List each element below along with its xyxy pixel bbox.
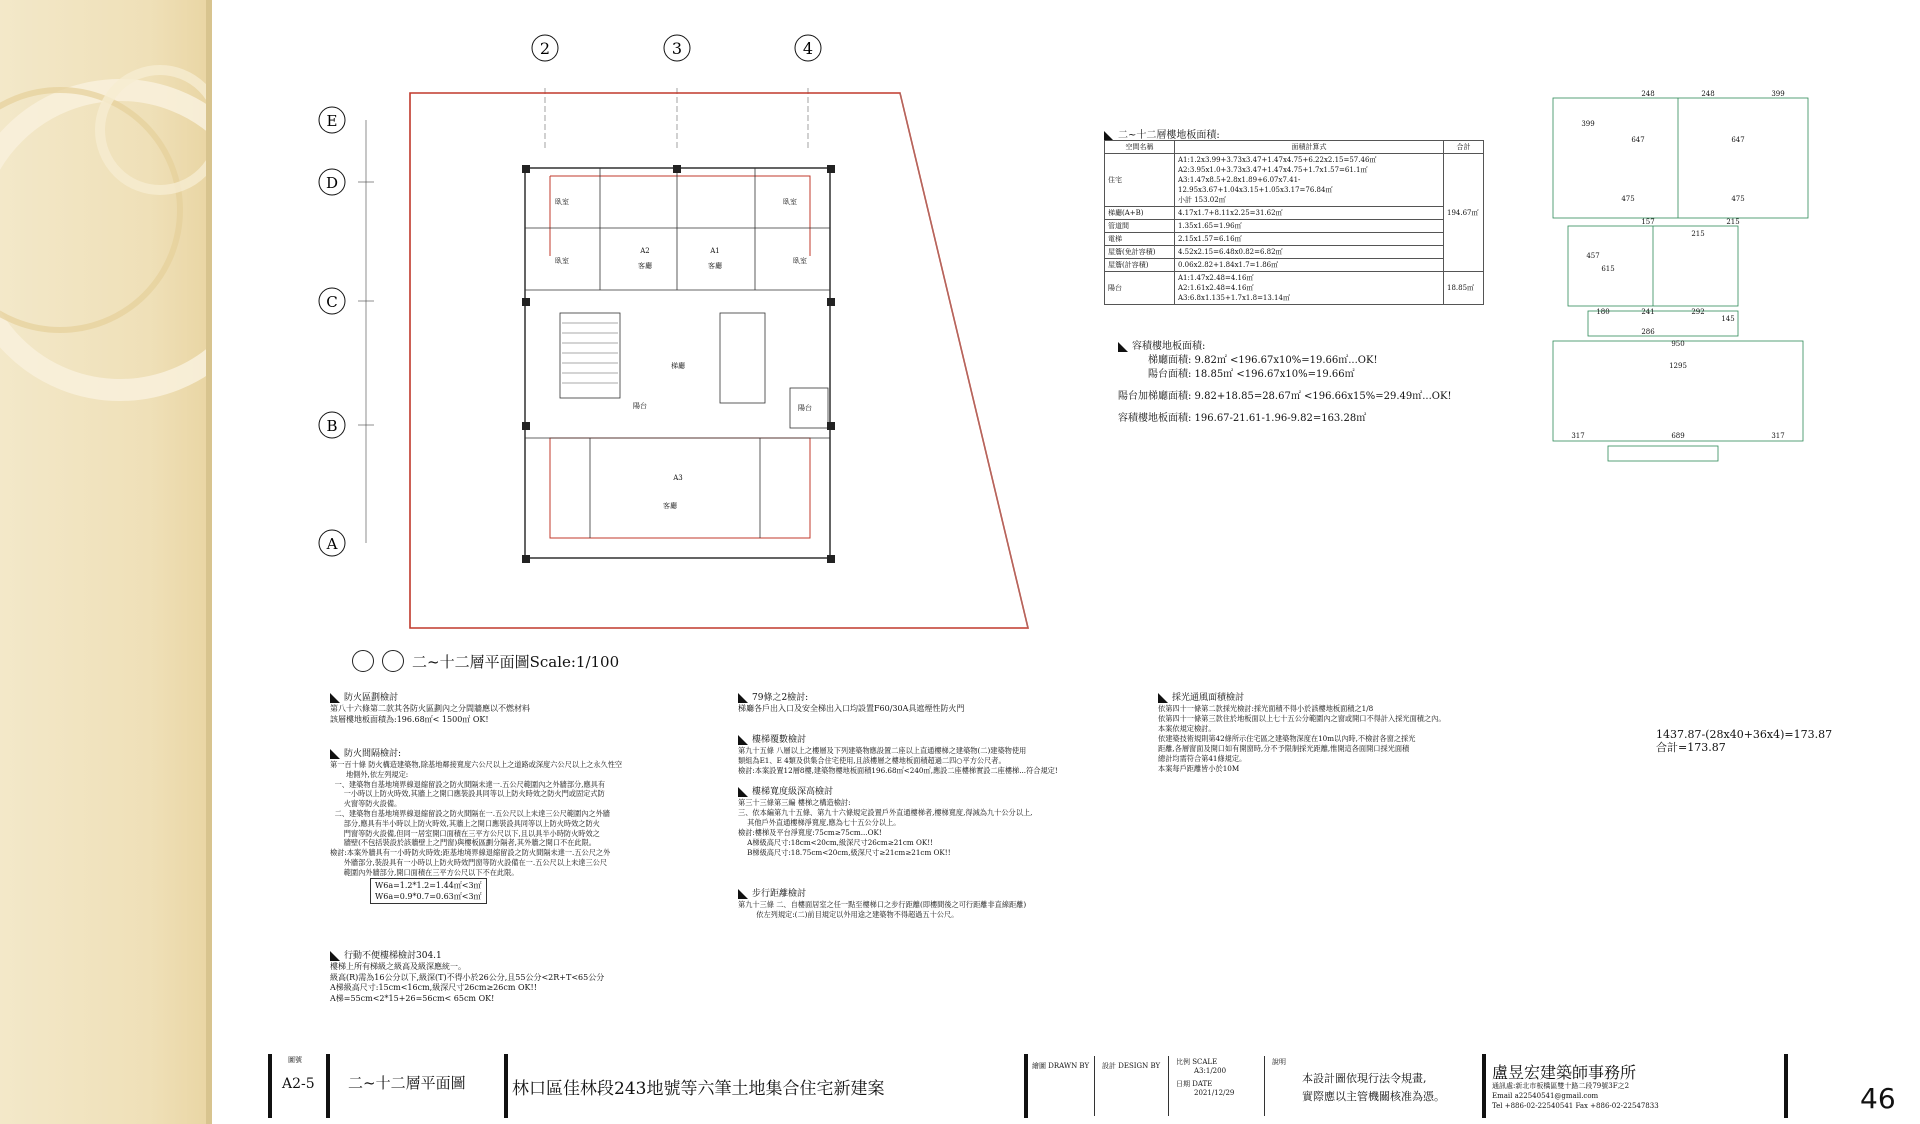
diagram-dimension: 647 [1731,136,1745,144]
table-cell: 4.17x1.7+8.11x2.25=31.62㎡ [1175,207,1444,220]
firm-tel: Tel +886-02-22540541 Fax +886-02-22547833 [1492,1102,1659,1110]
date-value: 2021/12/29 [1194,1089,1235,1097]
note-daylight: 採光通風面積檢討 依第四十一條第二款採光檢討:採光面積不得小於該樓地板面積之1/8 依第四十一條第三款住於地板面以上七十五公分範圍內之窗或開口不得計入採光面積之內。 本案依規定檢討。 依建築技術規則第42條所示住宅區之建築物深度在10m以內時,不檢討各窗之採光 距離,各層窗面及開口如有開窗時,分不予限制採光距離,惟開這各面開口採光面積 總計均需符合第41條規定。 本案每戶距離皆小於10M [1158,693,1446,773]
table-cell: 194.67㎡ [1444,154,1484,272]
bullet-triangle-icon [738,889,748,899]
room-label: A3 [673,474,683,482]
note-fire-compartment: 防火區劃檢討 第八十六條第二款其各防火區劃內之分間牆應以不燃材料 該層樓地板面積為:196.68㎡< 1500㎡ OK! [330,693,530,724]
diagram-dimension: 689 [1671,432,1685,440]
diagram-dimension: 399 [1771,90,1785,98]
table-cell: 0.06x2.82+1.84x1.7=1.86㎡ [1175,259,1444,272]
table-row [1105,233,1484,246]
room-label: 臥室 [783,198,797,206]
table-cell: 管道間 [1105,220,1175,233]
firm-address: 通訊處:新北市板橋區雙十路二段79號3F之2 [1492,1082,1630,1090]
decorative-side-band [0,0,212,1124]
diagram-dimension: 457 [1586,252,1600,260]
plan-title-text: 二~十二層平面圖Scale:1/100 [412,652,620,671]
room-label: 客廳 [638,262,652,270]
table-cell: A1:1.47x2.48=4.16㎡ A2:1.61x2.48=4.16㎡ A3:6.8x1.135+1.7x1.8=13.14㎡ [1175,272,1444,305]
grid-bubble-A [319,530,345,556]
section-symbol-icon [382,650,404,672]
bullet-triangle-icon [738,693,748,703]
table-cell: 屋簷(免計容積) [1105,246,1175,259]
grid-bubble-C-label: C [326,293,338,311]
diagram-dimension: 615 [1601,265,1615,273]
room-label: 客廳 [663,502,677,510]
room-label: 臥室 [555,198,569,206]
diagram-dimension: 180 [1596,308,1610,316]
bullet-triangle-icon [738,735,748,745]
area-table [1104,140,1484,305]
note-stair-width: 樓梯寬度級深高檢討 第三十三條第三編 樓梯之構造檢討: 三、依本編第九十五條、第九十六條規定設置戶外直通樓梯者,樓梯寬度,得減為九十公分以上, 其他戶外直通樓梯淨寬度,應為七十五公分以上。 檢討:樓梯及平台淨寬度:75cm≥75cm...OK! A梯級高尺寸:18cm<20cm,級深尺寸26cm≥21cm OK!! B梯級高尺寸:18.75cm<20cm,級深尺寸≥21cm≥21cm OK!! [738,787,1033,857]
grid-bubble-D [319,169,345,195]
sheet-label: 圖號 [288,1056,302,1064]
table-header-row [1105,141,1484,154]
note-walking-distance: 步行距離檢討 第九十三條 二、自樓面居室之任一點至樓梯口之步行距離(即樓間後之可行距離非直線距離) 依左列規定:(二)前目規定以外用途之建築物不得超過五十公尺。 [738,889,1027,919]
bullet-triangle-icon [330,951,340,961]
grid-bubble-D-label: D [325,174,339,192]
grid-bubble-3-label: 3 [671,39,683,58]
diagram-dimension: 317 [1571,432,1585,440]
sheet-number: A2-5 [282,1076,315,1092]
design-by-label: 設計 DESIGN BY [1102,1062,1161,1070]
table-row [1105,207,1484,220]
diagram-dimension: 399 [1581,120,1595,128]
firm-cell [1492,1054,1752,1118]
grid-bubble-B [319,412,345,438]
drawn-by-cell [1032,1054,1092,1118]
grid-bubble-2 [532,35,558,61]
table-cell: 4.52x2.15=6.48x0.82=6.82㎡ [1175,246,1444,259]
floor-plan [300,28,1080,668]
drawing-title: 二~十二層平面圖 [348,1074,466,1092]
diagram-dimension: 317 [1771,432,1785,440]
bullet-triangle-icon [330,749,340,759]
room-label: 臥室 [555,257,569,265]
note-accessible-stairs: 行動不便樓梯檢討304.1 樓梯上所有梯級之級高及級深應統一。 級高(R)需為16公分以下,級深(T)不得小於26公分,且55公分<2R+T<65公分 A梯級高尺寸:15cm<16cm,級深尺寸26cm≥26cm OK!! A梯=55cm<2*15+26=56cm< 65cm OK! [330,951,605,1003]
site-boundary [410,93,1028,628]
diagram-dimension: 157 [1641,218,1655,226]
decorative-rings [0,0,212,1124]
far-heading: 容積樓地板面積: [1118,340,1498,354]
room-label: 陽台 [633,402,647,410]
diagram-dimension: 950 [1671,340,1685,348]
diagram-dimension: 145 [1721,315,1735,323]
diagram-dimension: 286 [1641,328,1655,336]
grid-bubble-3 [664,35,690,61]
room-label: 梯廳 [671,362,685,370]
diagram-dimension: 215 [1691,230,1705,238]
note-line: 實際應以主管機關核准為憑。 [1302,1090,1445,1103]
far-calculation [1118,340,1498,426]
table-cell [1175,154,1444,207]
bullet-triangle-icon [1104,131,1114,141]
far-line: 梯廳面積: 9.82㎡ <196.67x10%=19.66㎡...OK! [1148,355,1378,366]
table-row [1105,246,1484,259]
far-line: 陽台加梯廳面積: 9.82+18.85=28.67㎡ <196.66x15%=29.49㎡...OK! [1118,391,1452,402]
grid-bubble-2-label: 2 [539,39,551,58]
design-by-cell [1102,1054,1162,1118]
note-cell [1272,1054,1472,1118]
table-header: 空間名稱 [1105,141,1175,154]
table-header: 面積計算式 [1175,141,1444,154]
right-calc-line: 合計=173.87 [1656,741,1726,754]
project-name: 林口區佳林段243地號等六筆土地集合住宅新建案 [512,1079,885,1099]
room-label: A2 [640,247,650,255]
title-block [268,1054,1788,1118]
grid-bubble-E [319,107,345,133]
right-calculation [1656,728,1832,754]
bullet-triangle-icon [1158,693,1168,703]
bullet-triangle-icon [330,693,340,703]
table-cell: 18.85㎡ [1444,272,1484,305]
diagram-dimension: 475 [1731,195,1745,203]
formula-box: W6a=1.2*1.2=1.44㎡<3㎡ W6a=0.9*0.7=0.63㎡<3㎡ [370,878,487,904]
sheet-number-cell [278,1054,328,1118]
diagram-dimension: 292 [1691,308,1705,316]
table-cell-subtotal: 小計 153.02㎡ [1178,196,1226,204]
plan-title [352,650,619,672]
grid-bubble-4-label: 4 [802,39,814,58]
room-label: 臥室 [793,257,807,265]
note-fire-doors: 79條之2檢討: 梯廳各戶出入口及安全梯出入口均設置F60/30A具遮煙性防火門 [738,693,965,713]
drawing-title-cell [348,1054,498,1118]
table-cell: 電梯 [1105,233,1175,246]
room-label: A1 [710,247,720,255]
firm-name: 盧昱宏建築師事務所 [1492,1063,1637,1082]
diagram-dimension: 1295 [1669,362,1687,370]
area-table-heading: 二~十二層樓地板面積: [1104,126,1220,141]
grid-bubble-4 [795,35,821,61]
table-cell: 屋簷(計容積) [1105,259,1175,272]
project-cell [512,1054,902,1118]
page-number: 46 [1860,1082,1896,1115]
table-row [1105,259,1484,272]
note-stair-count: 樓梯覆數檢討 第九十五條 八層以上之樓層及下列建築物應設置二座以上直通樓梯之建築物(二)建築物使用 類組為E1、E 4類及供集合住宅使用,且該樓層之樓地板面積超過二四○平方公尺者。 檢討:本案設置12層8樓,建築物樓地板面積196.68㎡<240㎡,應設二座樓梯實設二座樓梯...符合規定! [738,735,1058,775]
firm-email: Email a22540541@gmail.com [1492,1092,1599,1100]
diagram-dimension: 215 [1726,218,1740,226]
right-calc-line: 1437.87-(28x40+36x4)=173.87 [1656,728,1833,741]
diagram-dimension: 241 [1641,308,1655,316]
diagram-dimension: 647 [1631,136,1645,144]
table-header: 合計 [1444,141,1484,154]
far-line: 陽台面積: 18.85㎡ <196.67x10%=19.66㎡ [1148,369,1355,380]
scale-date-cell [1176,1054,1256,1118]
table-cell: 2.15x1.57=6.16㎡ [1175,233,1444,246]
date-label: 日期 DATE [1176,1080,1213,1088]
far-line: 容積樓地板面積: 196.67-21.61-1.96-9.82=163.28㎡ [1118,413,1367,424]
table-row [1105,220,1484,233]
grid-bubble-E-label: E [326,112,338,130]
diagram-dimension: 475 [1621,195,1635,203]
drawn-by-label: 繪圖 DRAWN BY [1032,1062,1090,1070]
table-cell: 陽台 [1105,272,1175,305]
grid-bubble-C [319,288,345,314]
table-cell: 住宅 [1105,154,1175,207]
table-cell: 1.35x1.65=1.96㎡ [1175,220,1444,233]
table-row [1105,154,1484,207]
note-label: 說明 [1272,1058,1286,1066]
unit-area-diagram [1548,86,1814,466]
bullet-triangle-icon [738,787,748,797]
room-label: 陽台 [798,404,812,412]
bullet-triangle-icon [1118,342,1128,352]
grid-bubble-A-label: A [326,535,338,553]
grid-bubble-B-label: B [326,417,338,435]
north-arrow-icon [352,650,374,672]
scale-label: 比例 SCALE [1176,1058,1218,1066]
note-line: 本設計圖依現行法令規畫, [1302,1072,1427,1085]
scale-value: A3:1/200 [1194,1067,1227,1075]
diagram-dimension: 248 [1701,90,1715,98]
table-row [1105,272,1484,305]
diagram-dimension: 248 [1641,90,1655,98]
room-label: 客廳 [708,262,722,270]
table-cell: 梯廳(A+B) [1105,207,1175,220]
table-cell-formula: A1:1.2x3.99+3.73x3.47+1.47x4.75+6.22x2.15=57.46㎡ A2:3.95x1.0+3.73x3.47+1.47x4.75+1.7x1.57=61.1㎡ A3:1.47x8.5+2.8x1.89+6.07x7.41-12.95x3.67+1.04x3.15+1.05x3.17=76.84㎡ [1178,156,1377,194]
note-fire-separation: 防火間隔檢討: 第一百十條 防火構造建築物,除基地鄰接寬度六公尺以上之道路或深度六公尺以上之永久性空 地側外,依左列規定: 一、建築物自基地境界線退縮留設之防火間隔未達一.五公尺範圍內之外牆部分,應具有 一小時以上防火時效,其牆上之開口應裝設具同等以上防火時效之防火門或固定式防 火窗等防火設備。 二、建築物自基地境界線退縮留設之防火間隔在一.五公尺以上未達三公尺範圍內之外牆 部分,應具有半小時以上防火時效,其牆上之開口應裝設具同等以上防火時效之防火 門窗等防火設備,但同一居室開口面積在三平方公尺以下,且以具半小時防火時效之 牆壁(不包括裝設於該牆壁上之門窗)與樓板區劃分隔者,其外牆之開口不在此限。 檢討:本案外牆具有一小時防火時效;距基地境界線退縮留設之防火間隔未達一.五公尺之外 外牆部分,裝設具有一小時以上防火時效門窗等防火設備在一.五公尺以上未達三公尺 範圍內外牆部分,開口面積在三平方公尺以下不在此限。 W6a=1.2*1.2=1.44㎡<3㎡ W6a=0.9*0.7=0.63㎡<3㎡ [330,748,740,904]
